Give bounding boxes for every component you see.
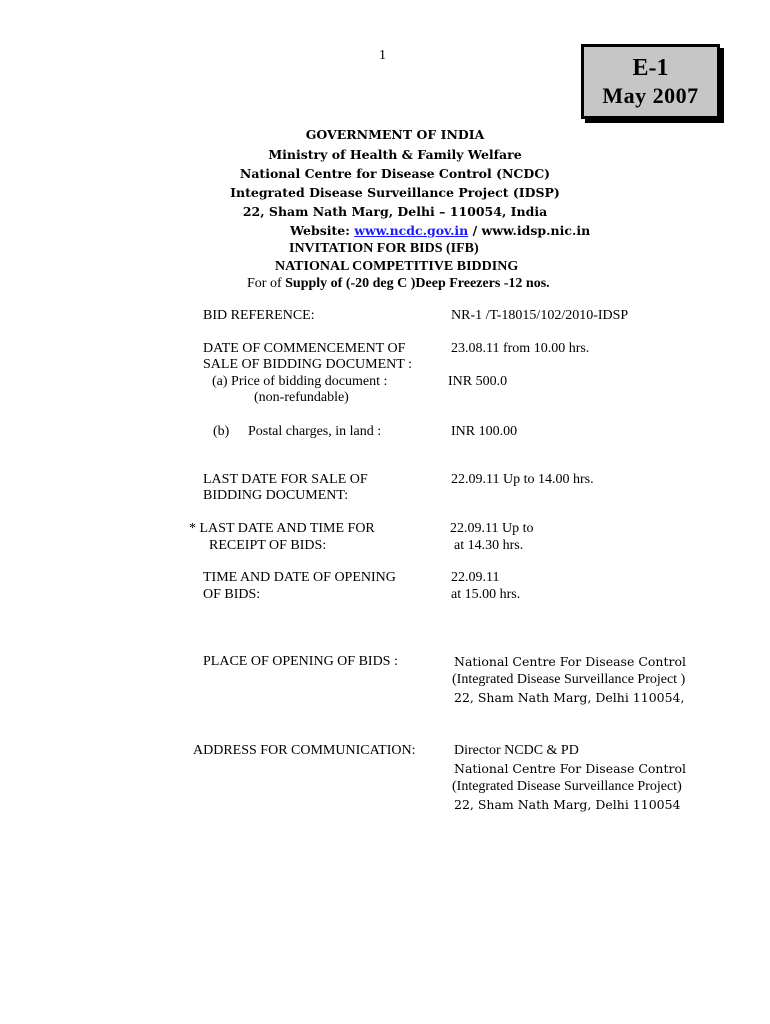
supply-line [247,276,550,292]
postal-marker: (b) [213,424,230,439]
communication-line-4: 22, Sham Nath Marg, Delhi 110054 [454,797,681,812]
bidding-type-heading: NATIONAL COMPETITIVE BIDDING [275,259,519,274]
receipt-label-2: RECEIPT OF BIDS: [209,538,327,553]
price-value: INR 500.0 [448,374,508,389]
opening-value-2: at 15.00 hrs. [451,587,521,602]
receipt-label: * LAST DATE AND TIME FOR [189,521,375,536]
postal-label: Postal charges, in land : [248,424,382,439]
price-label: (a) Price of bidding document : [212,374,388,389]
last-sale-label-2: BIDDING DOCUMENT: [203,488,349,503]
postal-value: INR 100.00 [451,424,518,439]
ministry-heading: Ministry of Health & Family Welfare [268,147,522,162]
bid-reference-label: BID REFERENCE: [203,308,315,323]
supply-item: Supply of (-20 deg C )Deep Freezers -12 nos. [285,276,550,291]
project-heading: Integrated Disease Surveillance Project (IDSP) [230,185,560,200]
commencement-label-2: SALE OF BIDDING DOCUMENT : [203,357,412,372]
website-rest: / www.idsp.nic.in [468,223,591,238]
receipt-value: 22.09.11 Up to [450,521,534,536]
commencement-value: 23.08.11 from 10.00 hrs. [451,341,590,356]
receipt-value-2: at 14.30 hrs. [454,538,524,553]
last-sale-label: LAST DATE FOR SALE OF [203,472,368,487]
price-note: (non-refundable) [254,390,349,405]
opening-value: 22.09.11 [451,570,500,585]
centre-heading: National Centre for Disease Control (NCDC) [239,166,551,181]
stamp-code: E-1 [632,55,669,81]
for-of-label: For of [247,276,286,291]
place-label: PLACE OF OPENING OF BIDS : [203,654,398,669]
page-number: 1 [379,48,386,63]
website-label: Website: [290,223,355,238]
document-stamp-box [581,44,720,119]
invitation-heading: INVITATION FOR BIDS (IFB) [289,241,479,256]
address-heading: 22, Sham Nath Marg, Delhi – 110054, India [242,204,548,219]
place-line-3: 22, Sham Nath Marg, Delhi 110054, [454,690,685,705]
government-heading: GOVERNMENT OF INDIA [305,127,485,142]
place-line-1: National Centre For Disease Control [454,654,686,669]
opening-label-2: OF BIDS: [203,587,261,602]
website-line [290,223,590,238]
commencement-label: DATE OF COMMENCEMENT OF [203,341,406,356]
communication-line-3: (Integrated Disease Surveillance Project) [452,779,682,794]
communication-label: ADDRESS FOR COMMUNICATION: [193,743,416,758]
communication-line-2: National Centre For Disease Control [454,761,686,776]
stamp-date: May 2007 [602,83,699,108]
place-line-2: (Integrated Disease Surveillance Project ) [452,672,686,687]
bid-reference-value: NR-1 /T-18015/102/2010-IDSP [451,308,629,323]
opening-label: TIME AND DATE OF OPENING [203,570,396,585]
communication-line-1: Director NCDC & PD [454,743,579,758]
website-link[interactable]: www.ncdc.gov.in [354,223,469,238]
last-sale-value: 22.09.11 Up to 14.00 hrs. [451,472,594,487]
